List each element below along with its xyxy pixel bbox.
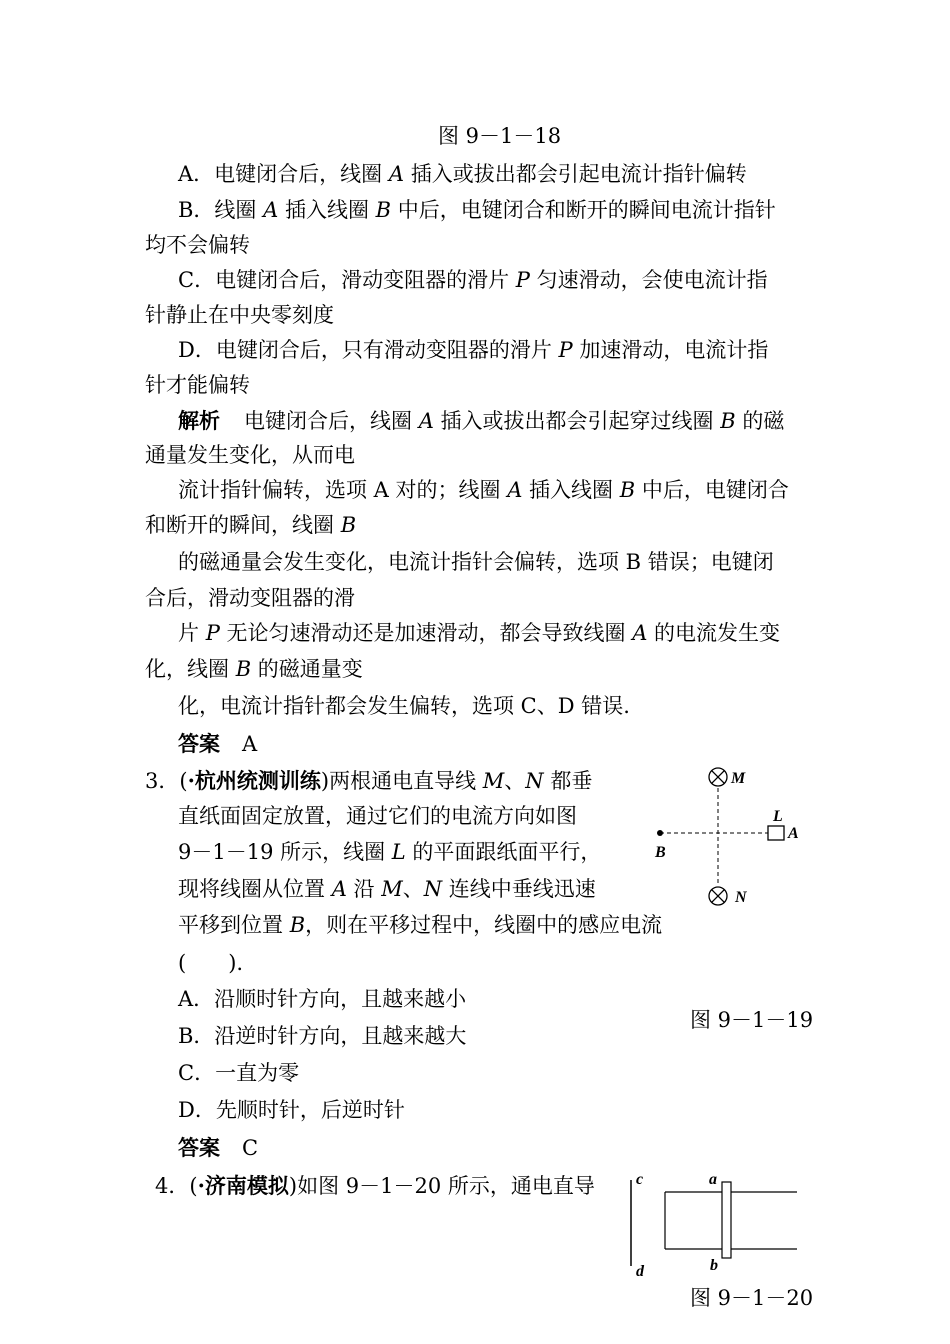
label-l: L (773, 808, 783, 825)
wire-n-into-page-icon (709, 887, 727, 905)
label-m: M (731, 770, 746, 787)
label-c: c (636, 1171, 644, 1188)
wire-m-into-page-icon (709, 768, 727, 786)
q3-line-6: ( ). (178, 951, 244, 975)
figure-caption-9-1-20: 图 9－1－20 (690, 1286, 814, 1310)
label-d: d (636, 1263, 644, 1280)
q3-option-c: C．一直为零 (178, 1061, 300, 1085)
figure-caption-9-1-19: 图 9－1－19 (690, 1008, 814, 1032)
label-a: A (788, 825, 799, 842)
q2-analysis-line-1: 解析 电键闭合后，线圈 A 插入或拔出都会引起穿过线圈 B 的磁 (178, 408, 785, 433)
q2-analysis-line-7: 片 P 无论匀速滑动还是加速滑动，都会导致线圈 A 的电流发生变 (178, 621, 781, 645)
q2-option-d: D．电键闭合后，只有滑动变阻器的滑片 P 加速滑动，电流计指 (178, 338, 769, 362)
q2-analysis-line-3: 流计指针偏转，选项 A 对的；线圈 A 插入线圈 B 中后，电键闭合 (178, 478, 789, 502)
q2-answer: 答案 A (178, 731, 258, 756)
q4-line-1: 4．(·济南模拟)如图 9－1－20 所示，通电直导 (155, 1173, 595, 1198)
label-b-rod: b (710, 1257, 718, 1274)
q3-line-3: 9－1－19 所示，线圈 L 的平面跟纸面平行， (178, 840, 602, 864)
q4-source: ·济南模拟 (197, 1173, 289, 1198)
q2-option-b-cont: 均不会偏转 (145, 233, 250, 257)
position-b-dot (657, 830, 663, 836)
q3-line-1: 3．(·杭州统测训练)两根通电直导线 M、N 都垂 (145, 768, 593, 793)
figure-caption-9-1-18: 图 9－1－18 (438, 124, 562, 148)
q3-option-b: B．沿逆时针方向，且越来越大 (178, 1024, 467, 1048)
q2-analysis-line-8: 化，线圈 B 的磁通量变 (145, 657, 363, 681)
q2-option-c-cont: 针静止在中央零刻度 (145, 303, 334, 327)
q3-line-4: 现将线圈从位置 A 沿 M、N 连线中垂线迅速 (178, 877, 596, 901)
q3-option-d: D．先顺时针，后逆时针 (178, 1098, 405, 1122)
q2-analysis-line-6: 合后，滑动变阻器的滑 (145, 586, 355, 610)
q3-answer: 答案 C (178, 1135, 259, 1160)
q2-analysis-line-4: 和断开的瞬间，线圈 B (145, 513, 357, 537)
q2-option-a: A．电键闭合后，线圈 A 插入或拔出都会引起电流计指针偏转 (178, 162, 747, 186)
q2-analysis-line-5: 的磁通量会发生变化，电流计指针会偏转，选项 B 错误；电键闭 (178, 550, 774, 574)
label-b: B (655, 844, 666, 861)
q3-option-a: A．沿顺时针方向，且越来越小 (178, 987, 467, 1011)
q2-analysis-line-2: 通量发生变化，从而电 (145, 443, 355, 467)
label-n: N (735, 889, 747, 906)
analysis-label: 解析 (178, 408, 220, 433)
q3-line-5: 平移到位置 B，则在平移过程中，线圈中的感应电流 (178, 913, 663, 937)
answer-label: 答案 (178, 731, 220, 756)
coil-l-square (768, 826, 784, 840)
sliding-rod-ab (722, 1182, 731, 1258)
q2-analysis-line-9: 化，电流计指针都会发生偏转，选项 C、D 错误. (178, 694, 630, 718)
q2-option-d-cont: 针才能偏转 (145, 373, 250, 397)
q2-option-b: B．线圈 A 插入线圈 B 中后，电键闭合和断开的瞬间电流计指针 (178, 198, 776, 222)
label-a-rod: a (709, 1171, 717, 1188)
q3-source: ·杭州统测训练 (187, 768, 321, 793)
q2-option-c: C．电键闭合后，滑动变阻器的滑片 P 匀速滑动，会使电流计指 (178, 268, 768, 292)
q3-line-2: 直纸面固定放置，通过它们的电流方向如图 (178, 804, 577, 828)
answer-label: 答案 (178, 1135, 220, 1160)
